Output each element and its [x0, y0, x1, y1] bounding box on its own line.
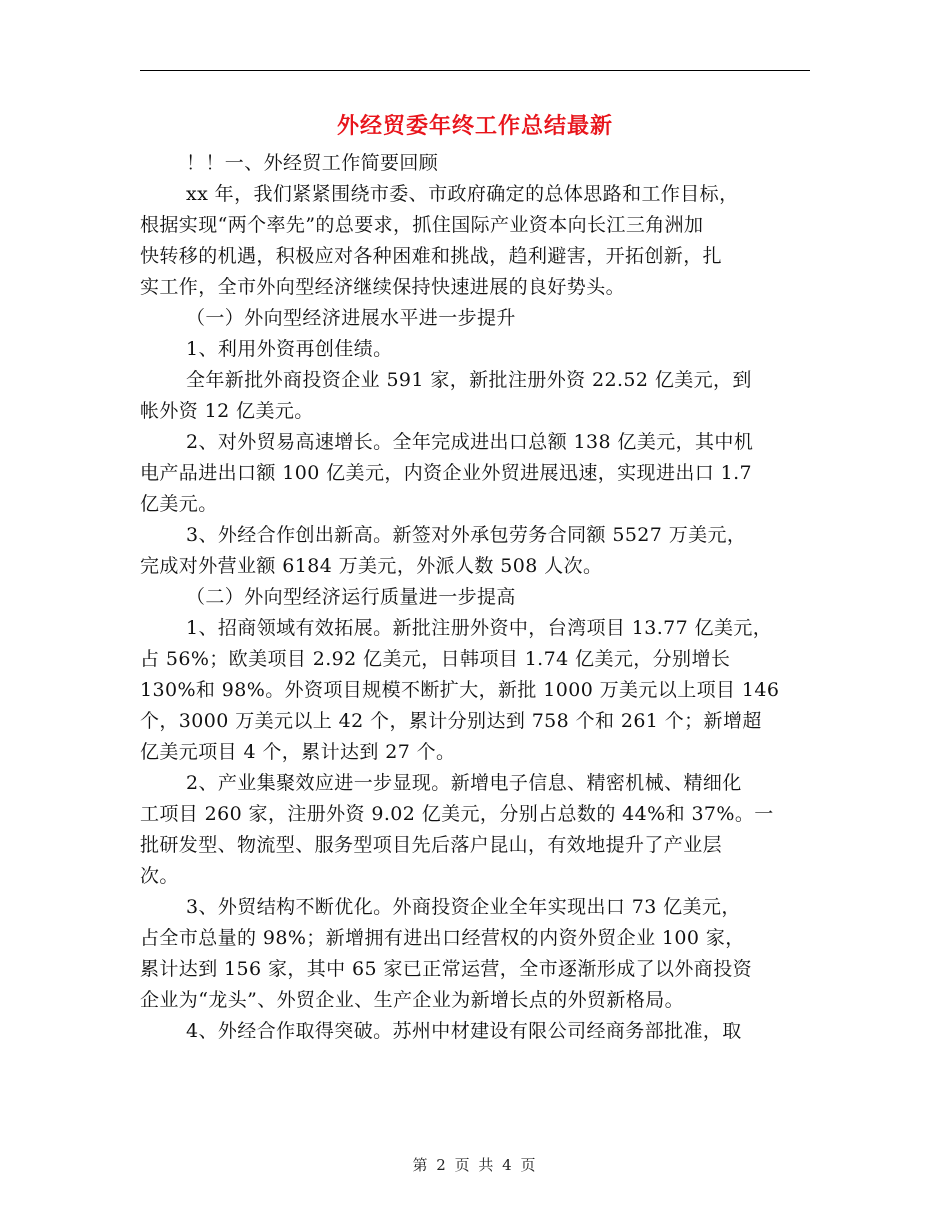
text-line: 2、产业集聚效应进一步显现。新增电子信息、精密机械、精细化 [186, 772, 742, 794]
text-line: （一）外向型经济进展水平进一步提升 [186, 307, 516, 329]
text-line: 根据实现“两个率先”的总要求，抓住国际产业资本向长江三角洲加 [140, 214, 704, 236]
text-line: 3、外经合作创出新高。新签对外承包劳务合同额 5527 万美元， [186, 524, 747, 546]
text-line: 全年新批外商投资企业 591 家，新批注册外资 22.52 亿美元，到 [186, 369, 752, 391]
text-line: 2、对外贸易高速增长。全年完成进出口总额 138 亿美元，其中机 [186, 431, 754, 453]
text-line: 累计达到 156 家，其中 65 家已正常运营，全市逐渐形成了以外商投资 [140, 958, 753, 980]
text-line: 3、外贸结构不断优化。外商投资企业全年实现出口 73 亿美元， [186, 896, 741, 918]
text-line: 完成对外营业额 6184 万美元，外派人数 508 人次。 [140, 555, 603, 577]
text-line: 批研发型、物流型、服务型项目先后落户昆山，有效地提升了产业层 [140, 834, 723, 856]
text-line: 占全市总量的 98%；新增拥有进出口经营权的内资外贸企业 100 家， [140, 927, 745, 949]
text-line: 快转移的机遇，积极应对各种困难和挑战，趋利避害，开拓创新，扎 [140, 245, 723, 267]
text-line: 工项目 260 家，注册外资 9.02 亿美元，分别占总数的 44%和 37%。一 [140, 803, 774, 825]
text-line: 4、外经合作取得突破。苏州中材建设有限公司经商务部批准，取 [186, 1020, 742, 1042]
text-line: xx 年，我们紧紧围绕市委、市政府确定的总体思路和工作目标， [186, 183, 739, 205]
text-line: （二）外向型经济运行质量进一步提高 [186, 586, 516, 608]
text-line: 130%和 98%。外资项目规模不断扩大，新批 1000 万美元以上项目 146 [140, 679, 780, 701]
text-line: ！！一、外经贸工作简要回顾 [186, 152, 439, 174]
text-line: 帐外资 12 亿美元。 [140, 400, 314, 422]
text-line: 次。 [140, 865, 179, 887]
header-rule [140, 70, 810, 71]
page-footer: 第 2 页 共 4 页 [412, 1156, 538, 1174]
text-line: 企业为“龙头”、外贸企业、生产企业为新增长点的外贸新格局。 [140, 989, 685, 1011]
text-line: 电产品进出口额 100 亿美元，内资企业外贸进展迅速，实现进出口 1.7 [140, 462, 753, 484]
document-title: 外经贸委年终工作总结最新 [336, 113, 613, 139]
text-line: 个，3000 万美元以上 42 个，累计分别达到 758 个和 261 个；新增超 [140, 710, 762, 732]
text-line: 1、利用外资再创佳绩。 [186, 338, 393, 360]
text-line: 亿美元。 [140, 493, 218, 515]
text-line: 占 56%；欧美项目 2.92 亿美元，日韩项目 1.74 亿美元，分别增长 [140, 648, 731, 670]
text-line: 亿美元项目 4 个，累计达到 27 个。 [140, 741, 456, 763]
text-line: 1、招商领域有效拓展。新批注册外资中，台湾项目 13.77 亿美元， [186, 617, 773, 639]
document-body [140, 148, 812, 1047]
text-line: 实工作，全市外向型经济继续保持快速进展的良好势头。 [140, 276, 626, 298]
